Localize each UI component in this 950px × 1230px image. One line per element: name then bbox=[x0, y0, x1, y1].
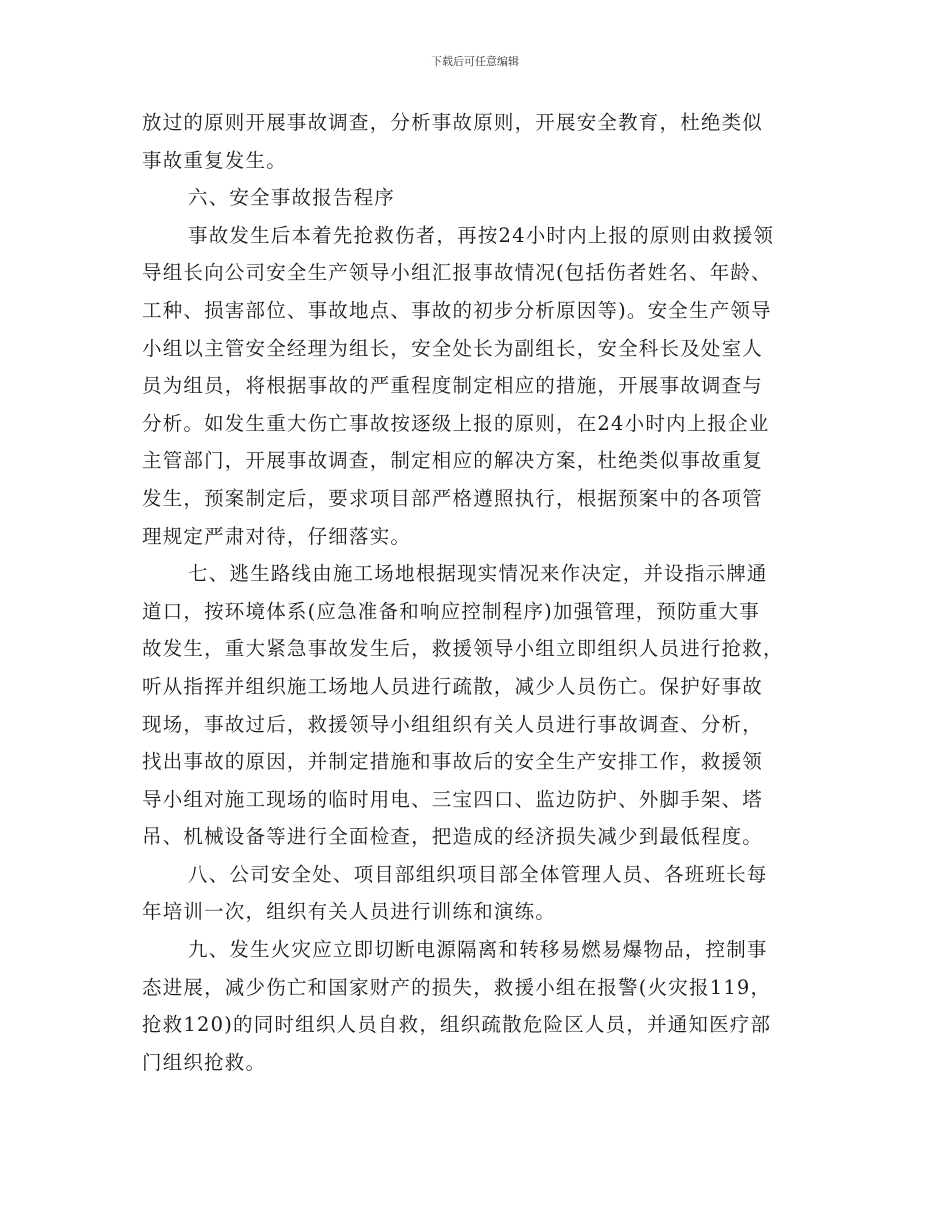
body-text bbox=[142, 104, 810, 1081]
text-line: 年培训一次，组织有关人员进行训练和演练。 bbox=[142, 900, 557, 924]
text-line: 事故发生后本着先抢救伤者，再按24小时内上报的原则由救援领 bbox=[188, 223, 775, 247]
text-line: 放过的原则开展事故调查，分析事故原则，开展安全教育，杜绝类似 bbox=[142, 111, 764, 134]
text-line: 吊、机械设备等进行全面检查，把造成的经济损失减少到最低程度。 bbox=[142, 825, 764, 849]
text-line: 员为组员，将根据事故的严重程度制定相应的措施，开展事故调查与 bbox=[142, 374, 764, 398]
text-line: 导小组对施工现场的临时用电、三宝四口、监边防护、外脚手架、塔 bbox=[142, 787, 764, 811]
text-line: 听从指挥并组织施工场地人员进行疏散，减少人员伤亡。保护好事故 bbox=[142, 674, 764, 698]
text-line: 找出事故的原因，并制定措施和事故后的安全生产安排工作，救援领 bbox=[142, 750, 764, 774]
text-line: 分析。如发生重大伤亡事故按逐级上报的原则，在24小时内上报企业 bbox=[142, 411, 770, 435]
text-line: 七、逃生路线由施工场地根据现实情况来作决定，并设指示牌通 bbox=[188, 562, 768, 586]
text-line: 道口，按环境体系(应急准备和响应控制程序)加强管理，预防重大事 bbox=[142, 599, 760, 623]
text-line: 小组以主管安全经理为组长，安全处长为副组长，安全科长及处室人 bbox=[142, 336, 764, 360]
text-line: 八、公司安全处、项目部组织项目部全体管理人员、各班班长每 bbox=[188, 862, 768, 886]
text-line: 发生，预案制定后，要求项目部严格遵照执行，根据预案中的各项管 bbox=[142, 486, 764, 510]
text-line: 现场，事故过后，救援领导小组组织有关人员进行事故调查、分析， bbox=[142, 712, 764, 736]
text-line: 理规定严肃对待，仔细落实。 bbox=[142, 524, 412, 548]
text-line: 工种、损害部位、事故地点、事故的初步分析原因等)。安全生产领导 bbox=[142, 298, 772, 322]
text-line: 主管部门，开展事故调查，制定相应的解决方案，杜绝类似事故重复 bbox=[142, 449, 764, 473]
text-line: 门组织抢救。 bbox=[142, 1050, 267, 1074]
text-line: 导组长向公司安全生产领导小组汇报事故情况(包括伤者姓名、年龄、 bbox=[142, 261, 772, 285]
text-line: 态进展，减少伤亡和国家财产的损失，救援小组在报警(火灾报119， bbox=[142, 975, 772, 999]
page-header: 下载后可任意编辑 bbox=[431, 55, 519, 68]
text-line: 抢救120)的同时组织人员自救，组织疏散危险区人员，并通知医疗部 bbox=[142, 1013, 772, 1037]
text-line: 事故重复发生。 bbox=[142, 148, 287, 172]
text-line: 故发生，重大紧急事故发生后，救援领导小组立即组织人员进行抢救， bbox=[142, 637, 784, 661]
text-line: 九、发生火灾应立即切断电源隔离和转移易燃易爆物品，控制事 bbox=[188, 938, 768, 962]
section-heading: 六、安全事故报告程序 bbox=[188, 186, 396, 210]
